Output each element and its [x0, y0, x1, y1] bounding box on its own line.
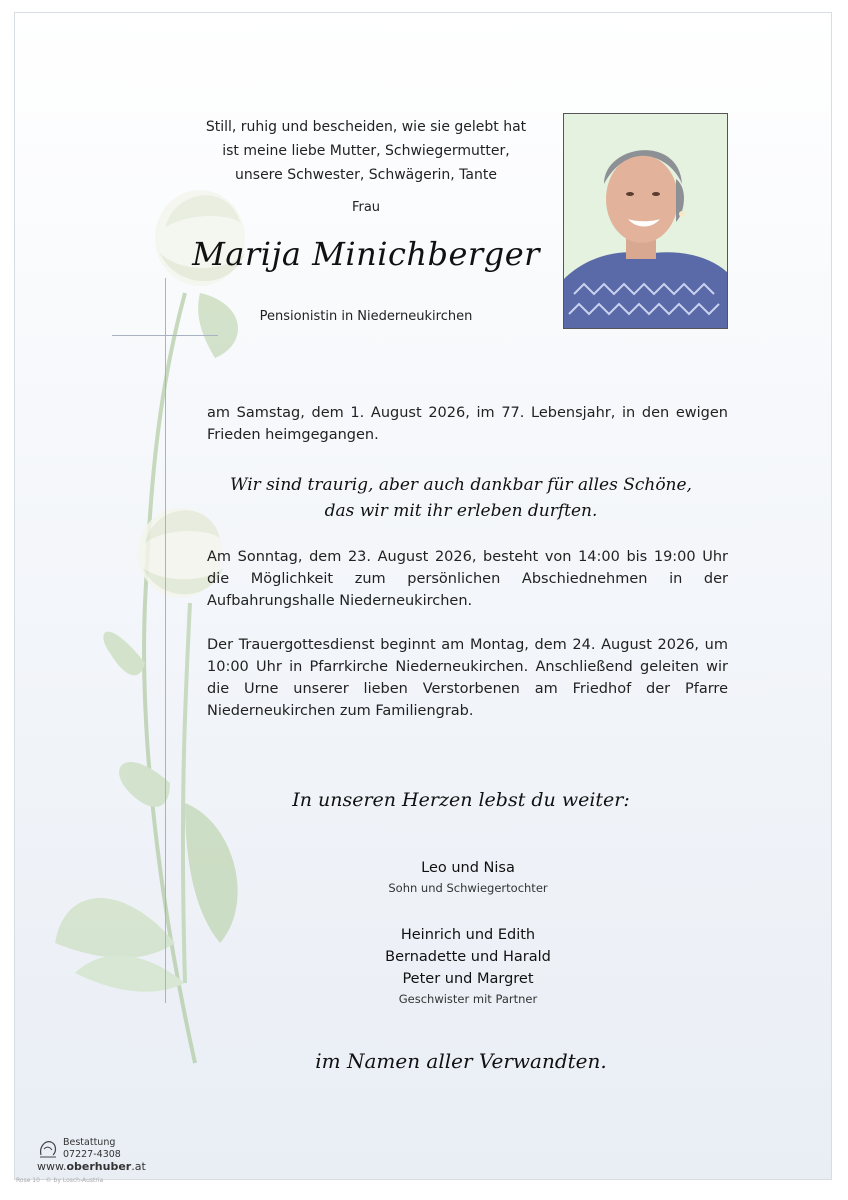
intro-text [181, 115, 551, 187]
mourner-names: Leo und Nisa [421, 860, 515, 876]
undertaker-website[interactable] [37, 1161, 150, 1173]
mourner-relation: Geschwister mit Partner [398, 992, 538, 1006]
portrait-photo [563, 113, 728, 329]
deceased-name: Marija Minichberger [192, 235, 540, 273]
mourners-group-1 [321, 857, 615, 897]
closing-line: im Namen aller Verwandten. [315, 1049, 607, 1073]
mourners-group-2 [321, 924, 615, 1008]
portrait-illustration [564, 114, 728, 329]
hearts-heading: In unseren Herzen lebst du weiter: [292, 789, 630, 811]
mourner-names: Bernadette und Harald [385, 949, 551, 965]
web-prefix: www. [37, 1160, 67, 1173]
title-word: Frau [351, 200, 381, 215]
mourner-names: Heinrich und Edith [400, 927, 536, 943]
cross-horizontal-line [112, 335, 218, 336]
intro-line-2: ist meine liebe Mutter, Schwiegermutter, [222, 143, 510, 159]
fineprint: Rose 10 · © by Losch-Austria [16, 1177, 104, 1184]
mourner-names: Peter und Margret [402, 971, 534, 987]
web-brand: oberhuber [66, 1160, 132, 1173]
web-suffix: .at [131, 1160, 146, 1173]
service-info: Der Trauergottesdienst beginnt am Montag, dem 24. August 2026, um 10:00 Uhr in Pfarrkirche Niederneukirchen. Anschließend geleiten wir die Urne unserer lieben Verstorbenen am Friedhof der Pfarre Niederneukirchen zum Familiengrab. [207, 637, 728, 719]
quote [181, 472, 741, 524]
obituary-card [14, 12, 832, 1180]
farewell-info: Am Sonntag, dem 23. August 2026, besteht von 14:00 bis 19:00 Uhr die Möglichkeit zum persönlichen Abschiednehmen in der Aufbahrungshalle Niederneukirchen. [207, 549, 728, 609]
undertaker-footer [37, 1137, 150, 1173]
intro-line-1: Still, ruhig und bescheiden, wie sie gelebt hat [205, 119, 527, 135]
quote-line-1: Wir sind traurig, aber auch dankbar für alles Schöne, [230, 475, 692, 495]
cross-vertical-line [165, 278, 166, 1003]
intro-line-3: unsere Schwester, Schwägerin, Tante [235, 167, 497, 183]
mourner-relation: Sohn und Schwiegertochter [388, 881, 548, 895]
undertaker-phone: Bestattung 07227-4308 [63, 1137, 121, 1160]
death-notice: am Samstag, dem 1. August 2026, im 77. Lebensjahr, in den ewigen Frieden heimgegangen. [207, 405, 728, 443]
quote-line-2: das wir mit ihr erleben durften. [324, 501, 598, 521]
undertaker-logo-icon [37, 1137, 59, 1159]
occupation: Pensionistin in Niederneukirchen [259, 309, 473, 324]
